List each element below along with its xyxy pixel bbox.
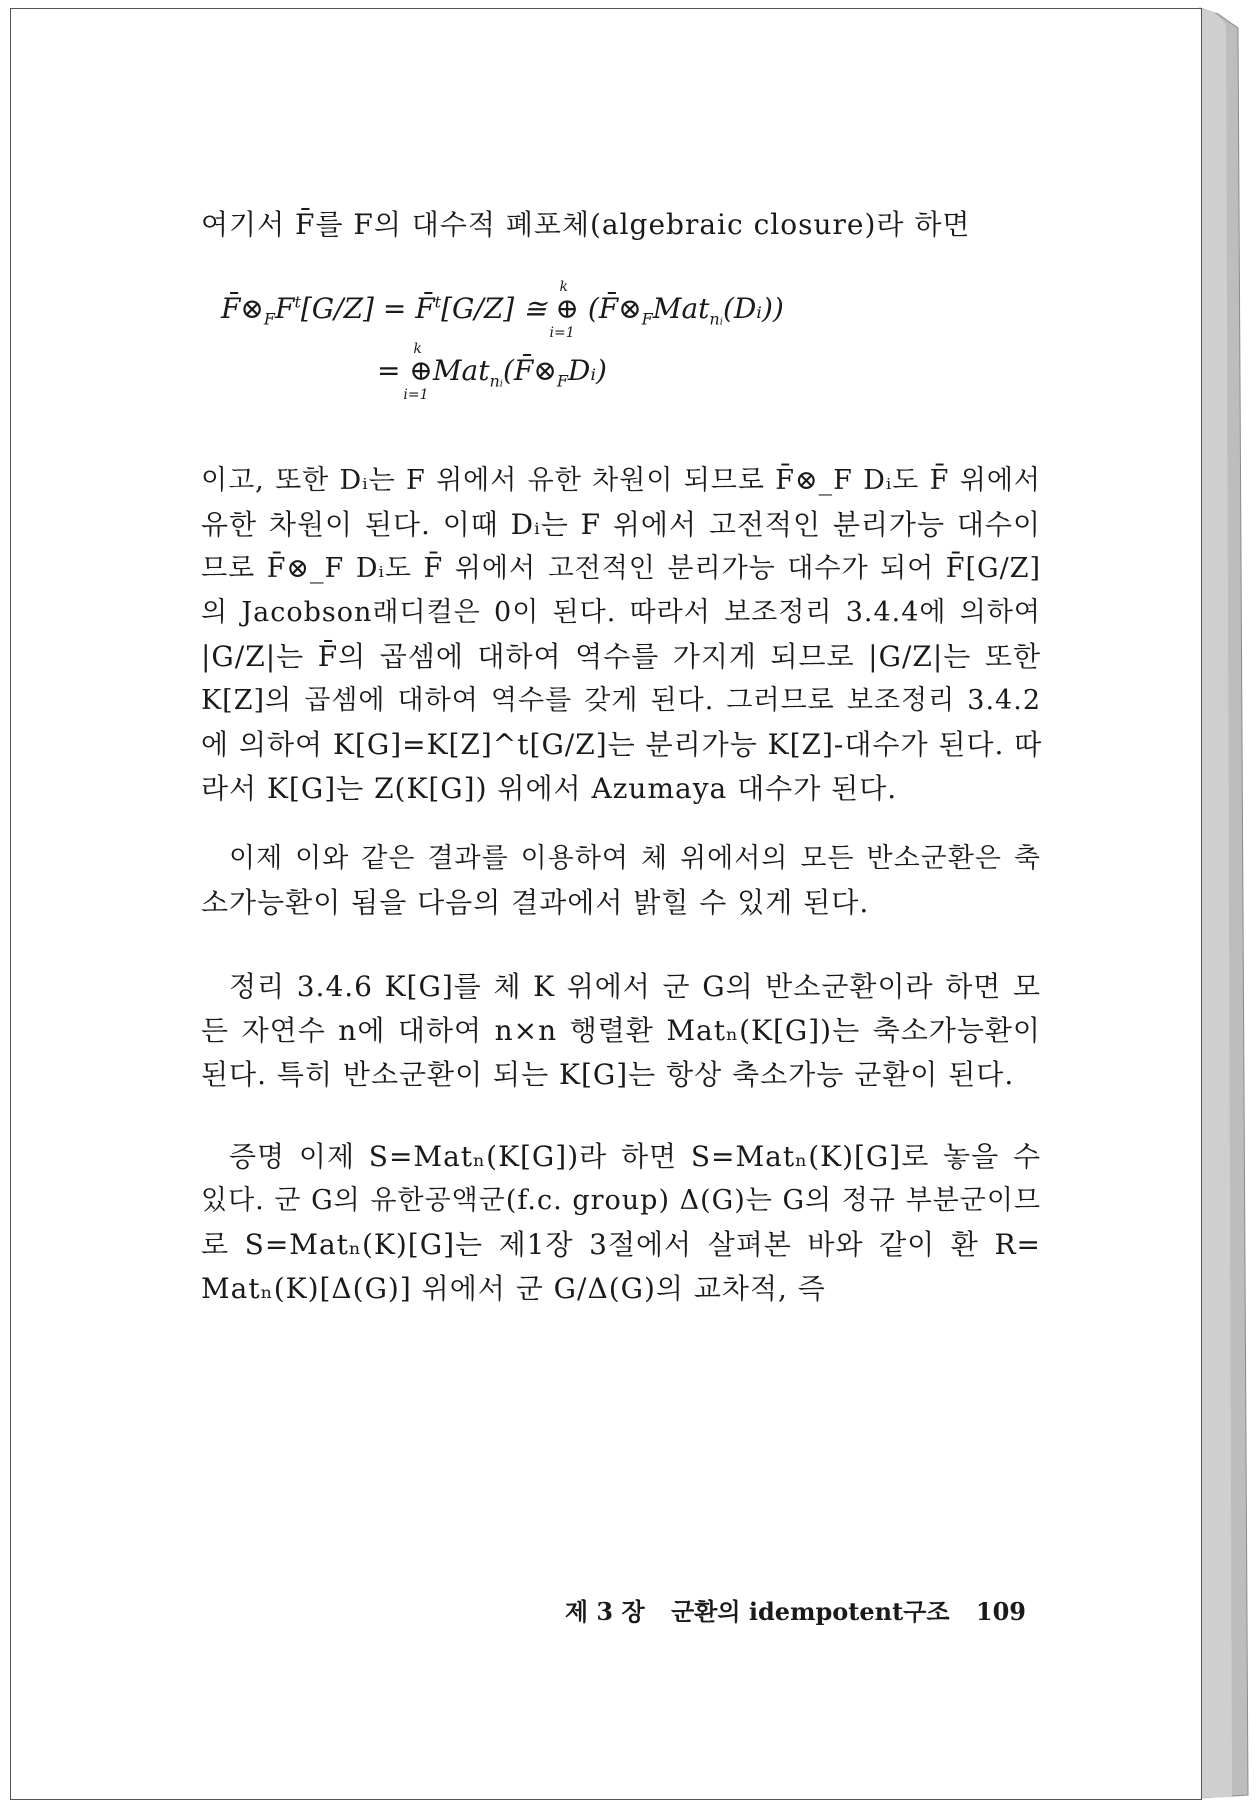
proof-line: 로 S=Matₙ(K)[G]는 제1장 3절에서 살펴본 바와 같이 환 R= (201, 1228, 1041, 1261)
paragraph-1-line: 에 의하여 K[G]=K[Z]^t[G/Z]는 분리가능 K[Z]-대수가 된다. 따 (201, 728, 1043, 761)
theorem-line: 정리 3.4.6 K[G]를 체 K 위에서 군 G의 반소군환이라 하면 모 (229, 970, 1041, 1003)
proof-line: 증명 이제 S=Matₙ(K[G])라 하면 S=Matₙ(K)[G]로 놓을 수 (229, 1140, 1041, 1173)
paragraph-1-line: 라서 K[G]는 Z(K[G]) 위에서 Azumaya 대수가 된다. (201, 772, 898, 805)
theorem-line: 든 자연수 n에 대하여 n×n 행렬환 Matₙ(K[G])는 축소가능환이 (201, 1014, 1041, 1047)
page-footer (565, 1592, 1026, 1627)
proof-line: 있다. 군 G의 유한공액군(f.c. group) Δ(G)는 G의 정규 부분군이므 (201, 1185, 1041, 1216)
paragraph-1-line: 의 Jacobson래디컬은 0이 된다. 따라서 보조정리 3.4.4에 의하여 (201, 597, 1041, 628)
intro-line: 여기서 F̄를 F의 대수적 폐포체(algebraic closure)라 하면 (201, 208, 971, 241)
paragraph-1-line: 이고, 또한 Dᵢ는 F 위에서 유한 차원이 되므로 F̄⊗_F Dᵢ도 F̄ 위에서 (201, 465, 1041, 496)
page-number: 109 (975, 1597, 1026, 1626)
paragraph-1-line: 유한 차원이 된다. 이때 Dᵢ는 F 위에서 고전적인 분리가능 대수이 (201, 508, 1041, 541)
paragraph-1-line: |G/Z|는 F̄의 곱셈에 대하여 역수를 가지게 되므로 |G/Z|는 또한 (201, 640, 1041, 673)
equation-line-1: $F̄\otimes_FF^t[G/Z]$ = F̄$^t$[G/Z] ≅ ⊕ k i=1 $(F̄\otimes_FMat_{nᵢ}(Dᵢ))$ (221, 279, 784, 342)
paragraph-2-line: 이제 이와 같은 결과를 이용하여 체 위에서의 모든 반소군환은 축 (229, 843, 1041, 874)
equation-line-2: = ⊕ k i=1 $Mat_{nᵢ}(F̄\otimes_FDᵢ)$ (377, 341, 607, 403)
display-equation (221, 271, 921, 401)
footer-chapter: 제 3 장 (564, 1597, 645, 1626)
page (10, 8, 1202, 1800)
paragraph-1-line: 므로 F̄⊗_F Dᵢ도 F̄ 위에서 고전적인 분리가능 대수가 되어 F̄[G/Z] (201, 553, 1041, 584)
theorem-line: 된다. 특히 반소군환이 되는 K[G]는 항상 축소가능 군환이 된다. (201, 1058, 1015, 1091)
proof-line: Matₙ(K)[Δ(G)] 위에서 군 G/Δ(G)의 교차적, 즉 (201, 1272, 826, 1305)
footer-title: 군환의 idempotent구조 (671, 1597, 950, 1626)
paragraph-1-line: K[Z]의 곱셈에 대하여 역수를 갖게 된다. 그러므로 보조정리 3.4.2 (201, 685, 1041, 716)
paragraph-2-line: 소가능환이 됨을 다음의 결과에서 밝힐 수 있게 된다. (201, 886, 870, 919)
